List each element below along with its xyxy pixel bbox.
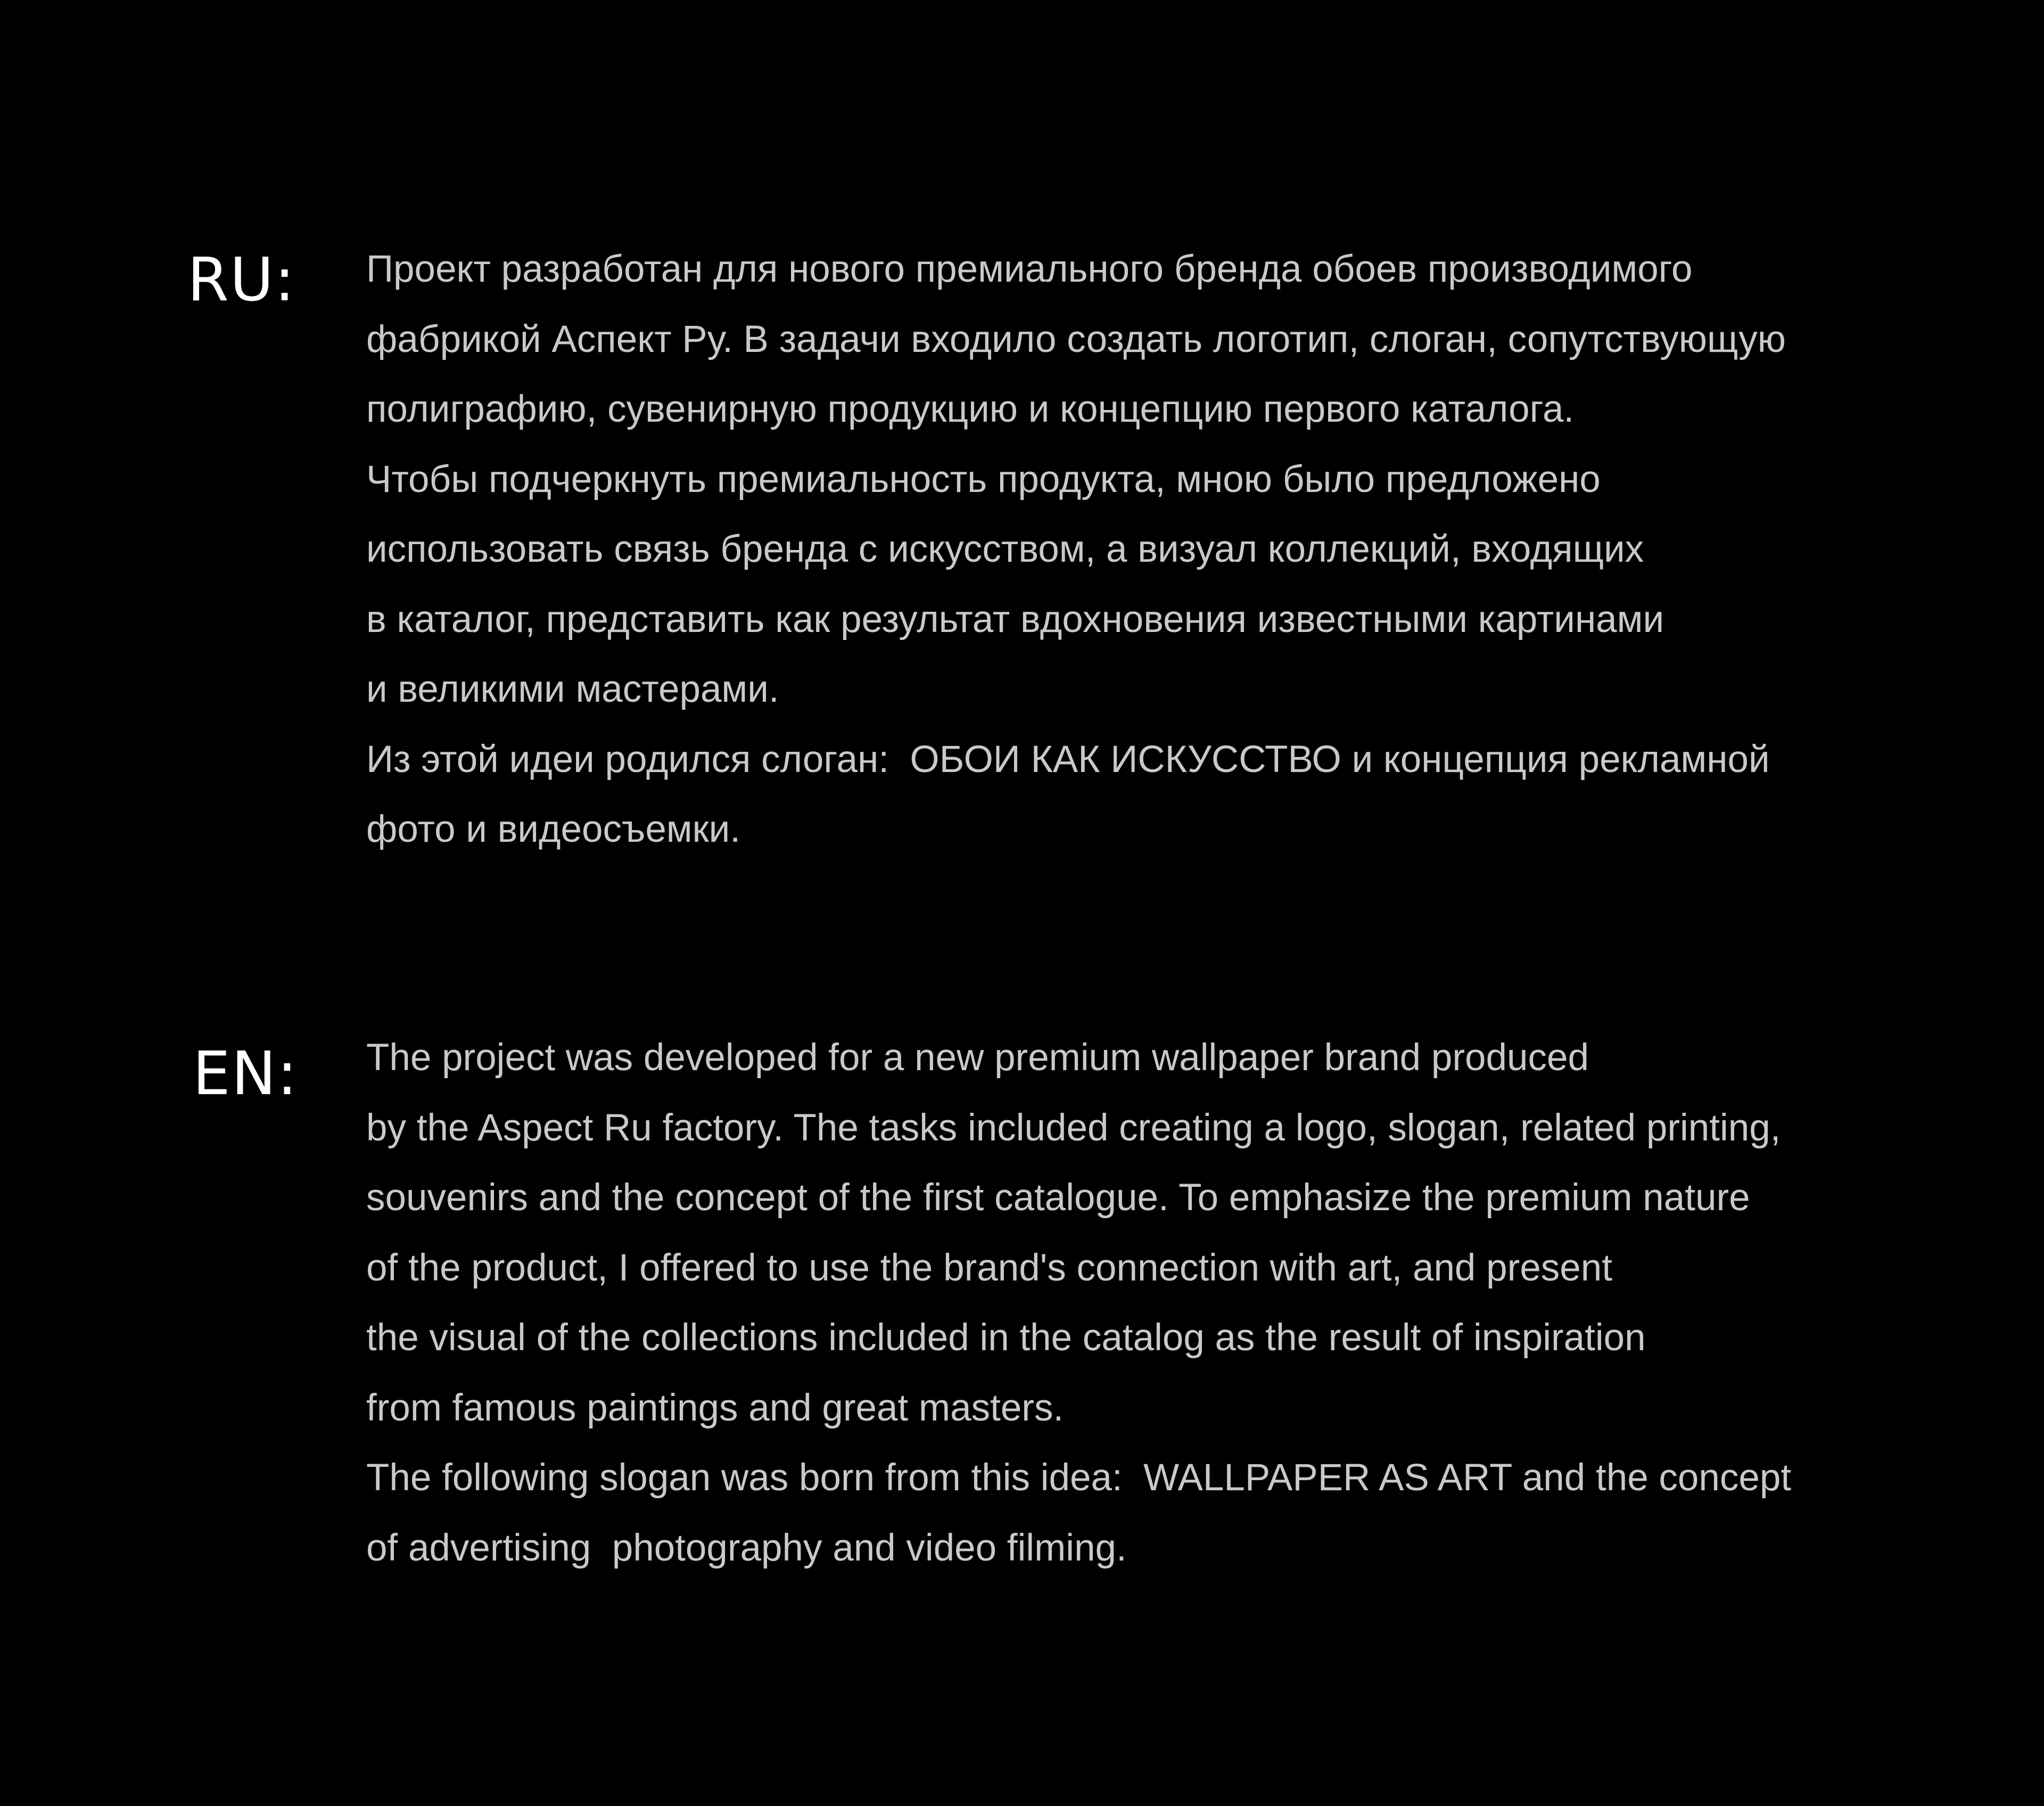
ru-line-9: фото и видеосъемки. — [366, 808, 741, 850]
english-description — [366, 1023, 1984, 1583]
ru-line-7: и великими мастерами. — [366, 668, 779, 710]
en-line-2: by the Aspect Ru factory. The tasks included creating a logo, slogan, related printing, — [366, 1106, 1781, 1149]
ru-line-1: Проект разработан для нового премиального бренда обоев производимого — [366, 248, 1693, 290]
ru-line-4: Чтобы подчеркнуть премиальность продукта, мною было предложено — [366, 458, 1601, 500]
ru-line-3: полиграфию, сувенирную продукцию и концепцию первого каталога. — [366, 388, 1575, 430]
ru-language-label: RU: — [187, 245, 296, 315]
en-line-8: of advertising photography and video filming. — [366, 1526, 1127, 1569]
en-line-1: The project was developed for a new premium wallpaper brand produced — [366, 1037, 1589, 1079]
en-line-7: The following slogan was born from this idea: WALLPAPER AS ART and the concept — [366, 1457, 1792, 1499]
en-line-6: from famous paintings and great masters. — [366, 1386, 1064, 1429]
en-line-5: the visual of the collections included in the catalog as the result of inspiration — [366, 1317, 1646, 1359]
ru-line-6: в каталог, представить как результат вдохновения известными картинами — [366, 598, 1664, 641]
ru-line-8: Из этой идеи родился слоган: ОБОИ КАК ИСКУССТВО и концепция рекламной — [366, 738, 1770, 781]
russian-description — [366, 234, 1984, 865]
en-line-3: souvenirs and the concept of the first catalogue. To emphasize the premium nature — [366, 1177, 1750, 1219]
en-line-4: of the product, I offered to use the brand's connection with art, and present — [366, 1246, 1612, 1289]
en-language-label: EN: — [193, 1039, 299, 1109]
ru-line-5: использовать связь бренда с искусством, а визуал коллекций, входящих — [366, 528, 1644, 570]
ru-line-2: фабрикой Аспект Ру. В задачи входило создать логотип, слоган, сопутствующую — [366, 318, 1786, 360]
